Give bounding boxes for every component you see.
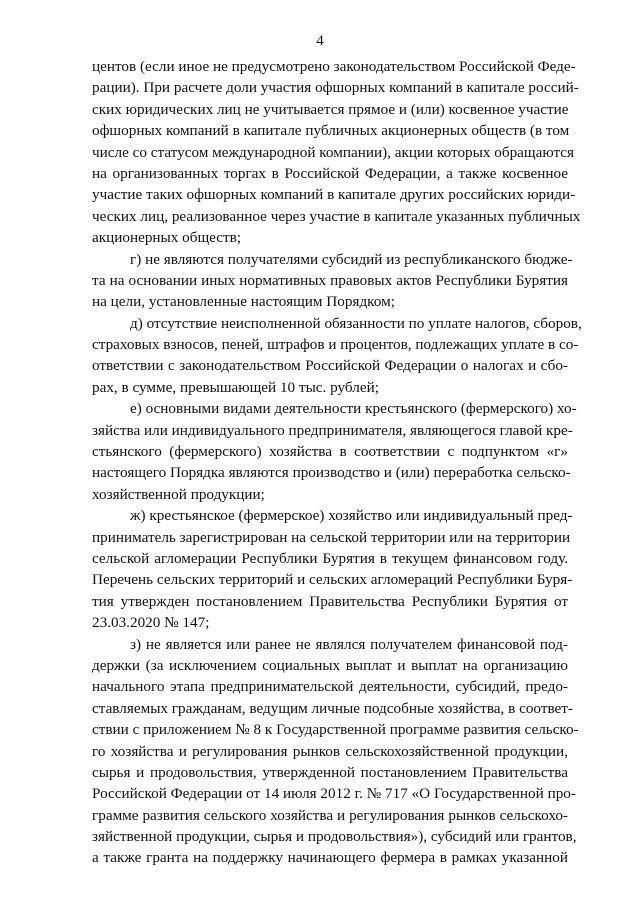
text-line: з) не является или ранее не являлся получателем финансовой под- — [130, 635, 568, 653]
text-line: стьянского (фермерского) хозяйства в соответствии с подпунктом «г» — [92, 443, 568, 461]
text-line: го хозяйства и регулирования рынков сельскохозяйственной продукции, — [92, 742, 568, 760]
text-line: д) отсутствие неисполненной обязанности по уплате налогов, сборов, — [130, 314, 582, 332]
text-line: ческих лиц, реализованное через участие в капитале указанных публичных — [92, 207, 581, 225]
page-number: 4 — [316, 33, 324, 49]
paragraph — [92, 313, 582, 399]
text-line: ставляемых гражданам, ведущим личные подсобные хозяйства, в соответ- — [92, 699, 573, 717]
text-line: приниматель зарегистрирован на сельской территории или на территории — [92, 528, 571, 546]
text-line: ж) крестьянское (фермерское) хозяйство или индивидуальный пред- — [130, 507, 573, 525]
text-line: ствии с приложением № 8 к Государственной программе развития сельско- — [92, 721, 579, 739]
text-line: сырья и продовольствия, утвержденной постановлением Правительства — [92, 763, 568, 781]
text-line: сельской агломерации Республики Бурятия в текущем финансовом году. — [92, 549, 568, 567]
paragraph — [92, 505, 573, 633]
paragraph — [92, 398, 577, 505]
text-line: участие таких офшорных компаний в капитале других российских юриди- — [92, 186, 576, 204]
text-line: на организованных торгах в Российской Федерации, а также косвенное — [92, 164, 568, 182]
text-line: 23.03.2020 № 147; — [92, 614, 210, 632]
text-line: рах, в сумме, превышающей 10 тыс. рублей; — [92, 378, 379, 396]
text-line: г) не являются получателями субсидий из республиканского бюдже- — [130, 250, 573, 268]
text-line: держки (за исключением социальных выплат и выплат на организацию — [92, 656, 568, 674]
text-line: е) основными видами деятельности крестьянского (фермерского) хо- — [130, 400, 577, 418]
text-line: на цели, установленные настоящим Порядком; — [92, 293, 395, 311]
text-line: та на основании иных нормативных правовых актов Республики Бурятия — [92, 271, 568, 289]
text-line: Российской Федерации от 14 июля 2012 г. № 717 «О Государственной про- — [92, 785, 576, 803]
text-line: центов (если иное не предусмотрено законодательством Российской Феде- — [92, 58, 576, 75]
text-line: настоящего Порядка являются производство и (или) переработка сельско- — [92, 464, 571, 482]
text-line: а также гранта на поддержку начинающего фермера в рамках указанной — [92, 849, 568, 867]
text-line: начального этапа предпринимательской деятельности, субсидий, предо- — [92, 678, 568, 696]
text-line: Перечень сельских территорий и сельских агломераций Республики Буря- — [92, 571, 573, 589]
text-line: зяйственной продукции, сырья и продовольствия»), субсидий или грантов, — [92, 828, 577, 846]
document-body — [92, 56, 582, 869]
text-line: тия утвержден постановлением Правительства Республики Бурятия от — [92, 592, 568, 610]
text-line: ответствии с законодательством Российской Федерации о налогах и сбо- — [92, 357, 568, 375]
text-line: ских юридических лиц не учитывается прямое и (или) косвенное участие — [92, 100, 569, 118]
text-line: рации). При расчете доли участия офшорных компаний в капитале россий- — [92, 79, 579, 97]
paragraph — [92, 249, 573, 313]
text-line: акционерных обществ; — [92, 229, 242, 247]
text-line: числе со статусом международной компании), акции которых обращаются — [92, 143, 575, 161]
text-line: страховых взносов, пеней, штрафов и процентов, подлежащих уплате в со- — [92, 336, 579, 354]
text-line: грамме развития сельского хозяйства и регулирования рынков сельскохо- — [92, 806, 568, 824]
text-line: зяйства или индивидуального предпринимателя, являющегося главой кре- — [92, 421, 573, 439]
paragraph — [92, 634, 579, 869]
text-line: офшорных компаний в капитале публичных акционерных обществ (в том — [92, 122, 570, 140]
paragraph — [92, 56, 581, 249]
text-line: хозяйственной продукции; — [92, 485, 265, 503]
